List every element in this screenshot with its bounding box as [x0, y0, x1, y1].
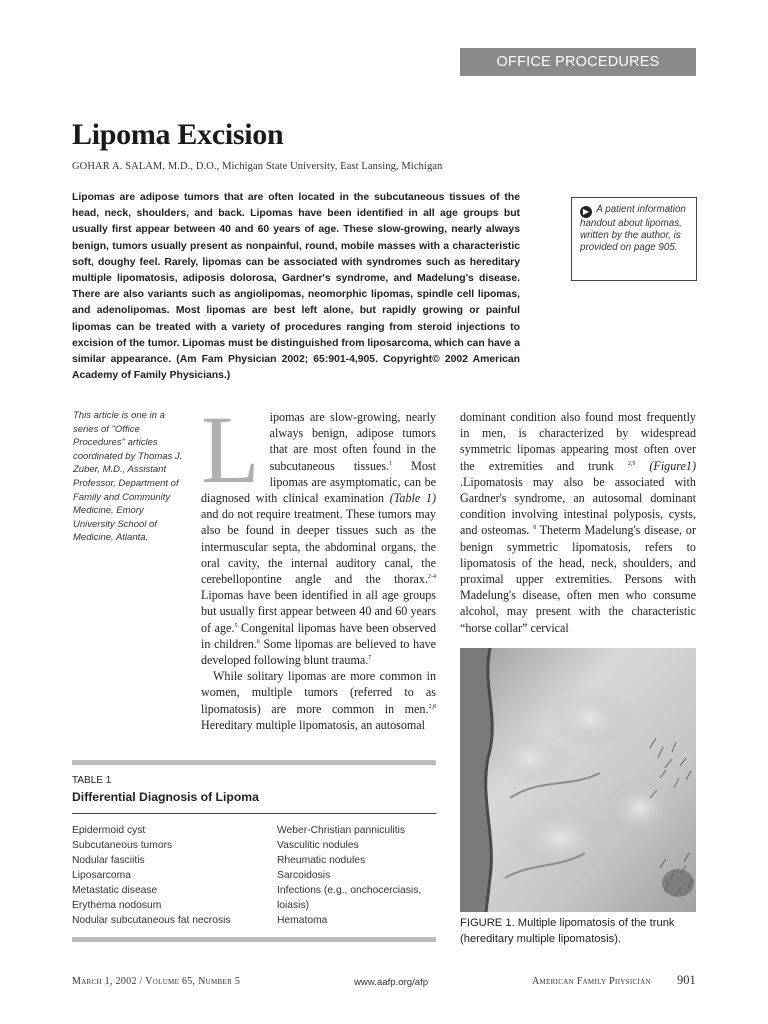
- body-column-1: [201, 409, 436, 735]
- footer-issue: March 1, 2002 / Volume 65, Number 5: [72, 976, 241, 987]
- table-cell: Epidermoid cyst: [72, 825, 146, 836]
- figure-photo: [460, 648, 696, 912]
- figure-reference: (Figure: [635, 458, 686, 473]
- article-abstract: [72, 190, 520, 384]
- table-cell: Infections (e.g., onchocerciasis, loiasis): [277, 885, 422, 911]
- table-title: Differential Diagnosis of Lipoma: [72, 790, 259, 804]
- body-column-2: [460, 409, 696, 636]
- arrow-circle-icon: ▶: [580, 206, 592, 218]
- table-cell: Erythema nodosum: [72, 900, 162, 911]
- table-cell: Liposarcoma: [72, 870, 131, 881]
- figure-reference: 1): [685, 458, 696, 473]
- table-bottom-rule: [72, 937, 436, 942]
- patient-handout-note: [571, 197, 697, 281]
- table-cell: Nodular fasciitis: [72, 855, 145, 866]
- article-title: Lipoma Excision: [72, 118, 284, 151]
- table-column-right: [277, 823, 437, 928]
- body-paragraph-1: ipomas are slow-growing, nearly always benign, adipose tumors that are most often found in the subcutaneous tissues.$^1$ Most lipomas are asymptomatic, can be diagnosed with clinical examination (Table 1) and do not require treatment. These tumors may also be found in deeper tissues such as the intermuscular septa, the abdominal organs, the oral cavity, the internal auditory canal, the cerebellopontine angle and the thorax.$^{2-4}$ Lipomas have been identified in all age groups but usually first appear between 40 and 60 years of age.$^5$ Congenital lipomas have been observed in children.$^6$ Some lipomas are believed to have developed following blunt trauma.$^7$: [201, 410, 436, 668]
- series-note: This article is one in a series of "Office Procedures" articles coordinated by Thomas J. Zuber, M.D., Assistant Professor, Department of Family and Community Medicine, Emory University School of Medicine, Atlanta.: [73, 410, 183, 544]
- table-column-left: [72, 823, 231, 928]
- table-cell: Weber-Christian panniculitis: [277, 825, 406, 836]
- table-cell: Subcutaneous tumors: [72, 840, 173, 851]
- section-banner: OFFICE PROCEDURES: [460, 48, 696, 76]
- table-cell: Rheumatic nodules: [277, 855, 366, 866]
- table-cell: Metastatic disease: [72, 885, 158, 896]
- table-cell: Vasculitic nodules: [277, 840, 359, 851]
- handout-note-text: A patient information handout about lipomas, written by the author, is provided on page 905.: [580, 204, 686, 254]
- table-cell: Hematoma: [277, 915, 328, 926]
- body-paragraph-2: While solitary lipomas are more common in women, multiple tumors (referred to as lipomatosis) are more common in men.$^{2,8}$ Hereditary multiple lipomatosis, an autosomal: [201, 669, 436, 732]
- abstract-text: Lipomas are adipose tumors that are often located in the subcutaneous tissues of the head, neck, shoulders, and back. Lipomas have been identified in all age groups but usually first appear between 40 and 60 years of age. These slow-growing, nearly always benign, tumors usually present as nonpainful, round, mobile masses with a characteristic soft, doughy feel. Rarely, lipomas can be associated with syndromes such as hereditary multiple lipomatosis, adiposis dolorosa, Gardner's syndrome, and Madelung's disease. There are also variants such as angiolipomas, neomorphic lipomas, spindle cell lipomas, and adenolipomas. Most lipomas are best left alone, but rapidly growing or painful lipomas can be treated with a variety of procedures ranging from steroid injections to excision of the tumor. Lipomas must be distinguished from liposarcoma, which can have a similar appearance. (Am Fam Physician 2002; 65:901-4,905. Copyright© 2002 American Academy of Family Physicians.): [72, 192, 520, 382]
- drop-cap: L: [201, 409, 260, 503]
- table-cell: Sarcoidosis: [277, 870, 331, 881]
- footer-journal: American Family Physician: [532, 976, 651, 987]
- article-authors: GOHAR A. SALAM, M.D., D.O., Michigan State University, East Lansing, Michigan: [72, 161, 443, 172]
- table-cell: Nodular subcutaneous fat necrosis: [72, 915, 231, 926]
- figure-caption: FIGURE 1. Multiple lipomatosis of the trunk (hereditary multiple lipomatosis).: [460, 917, 675, 945]
- table-top-rule: [72, 760, 436, 765]
- footer-url: www.aafp.org/afp: [354, 977, 429, 988]
- body-paragraph-2-continued: dominant condition also found most frequently in men, is characterized by widespread symmetric lipomas appearing most often over the extremities and trunk $^{2,9}$ (Figure1) .Lipomatosis may also be associated with Gardner's syndrome, an autosomal dominant condition involving intestinal polyposis, cysts, and osteomas. $^8$ Theterm Madelung's disease, or benign symmetric lipomatosis, refers to lipomatosis of the head, neck, shoulders, and proximal upper extremities. Persons with Madelung's disease, often men who consume alcohol, may present with the characteristic “horse collar” cervical: [460, 410, 697, 635]
- page-number: 901: [677, 973, 696, 987]
- table-header-rule: [72, 813, 436, 814]
- table-label: TABLE 1: [72, 775, 112, 786]
- table-reference: (Table 1): [389, 491, 436, 506]
